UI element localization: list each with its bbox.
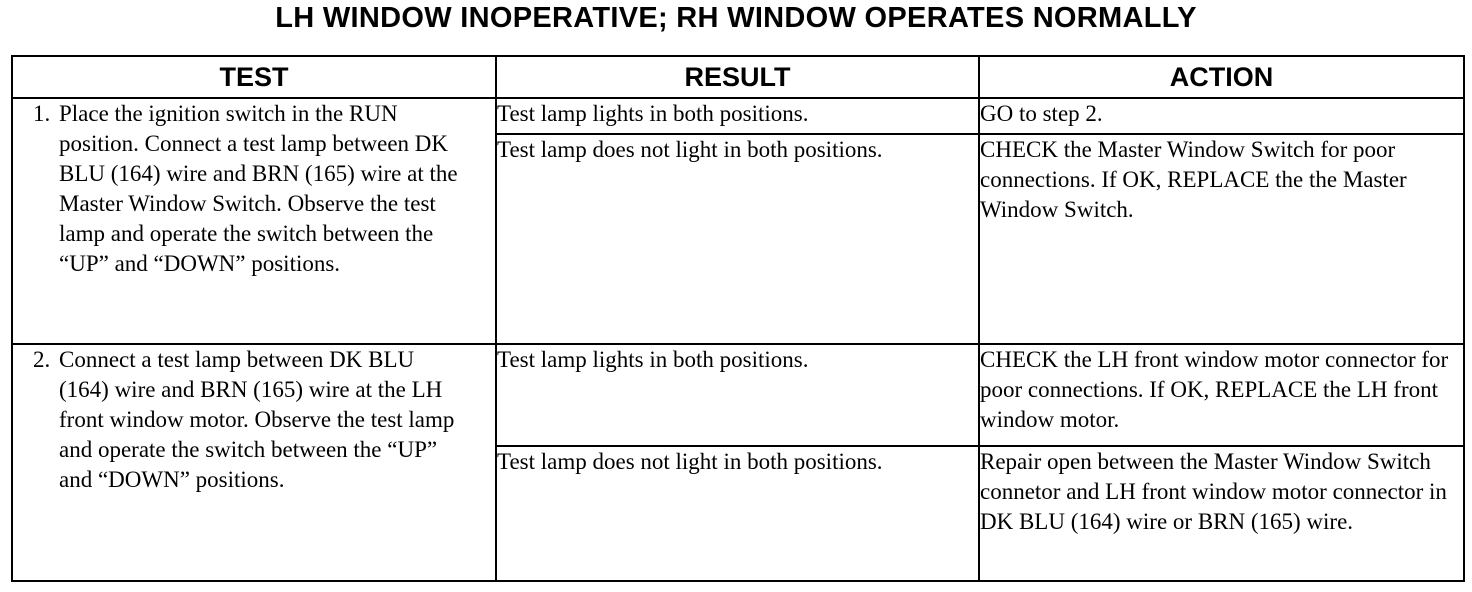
header-action: ACTION: [979, 56, 1464, 98]
header-row: [12, 56, 1464, 98]
header-test: TEST: [12, 56, 496, 98]
action-cell: CHECK the Master Window Switch for poor connections. If OK, REPLACE the the Master Window Switch.: [979, 134, 1464, 344]
diagnostic-table: [11, 55, 1465, 582]
test-cell-step-1: [12, 98, 496, 344]
test-cell-step-2: [12, 344, 496, 581]
result-cell: Test lamp lights in both positions.: [496, 98, 979, 134]
step-number: 1.: [33, 101, 51, 126]
table-row: [12, 98, 1464, 134]
result-cell: Test lamp lights in both positions.: [496, 344, 979, 446]
result-cell: Test lamp does not light in both positions.: [496, 134, 979, 344]
test-description: Place the ignition switch in the RUN position. Connect a test lamp between DK BLU (164) wire and BRN (165) wire at the Master Window Switch. Observe the test lamp and operate the switch between the “UP” and “DOWN” positions.: [59, 101, 458, 276]
result-cell: Test lamp does not light in both positions.: [496, 446, 979, 581]
action-cell: GO to step 2.: [979, 98, 1464, 134]
table-row: [12, 344, 1464, 446]
action-cell: CHECK the LH front window motor connector for poor connections. If OK, REPLACE the LH front window motor.: [979, 344, 1464, 446]
header-result: RESULT: [496, 56, 979, 98]
step-number: 2.: [33, 347, 51, 372]
action-cell: Repair open between the Master Window Switch connetor and LH front window motor connector in DK BLU (164) wire or BRN (165) wire.: [979, 446, 1464, 581]
page-title: LH WINDOW INOPERATIVE; RH WINDOW OPERATES NORMALLY: [275, 2, 1197, 34]
test-description: Connect a test lamp between DK BLU (164) wire and BRN (165) wire at the LH front window motor. Observe the test lamp and operate the switch between the “UP” and “DOWN” positions.: [59, 347, 455, 492]
